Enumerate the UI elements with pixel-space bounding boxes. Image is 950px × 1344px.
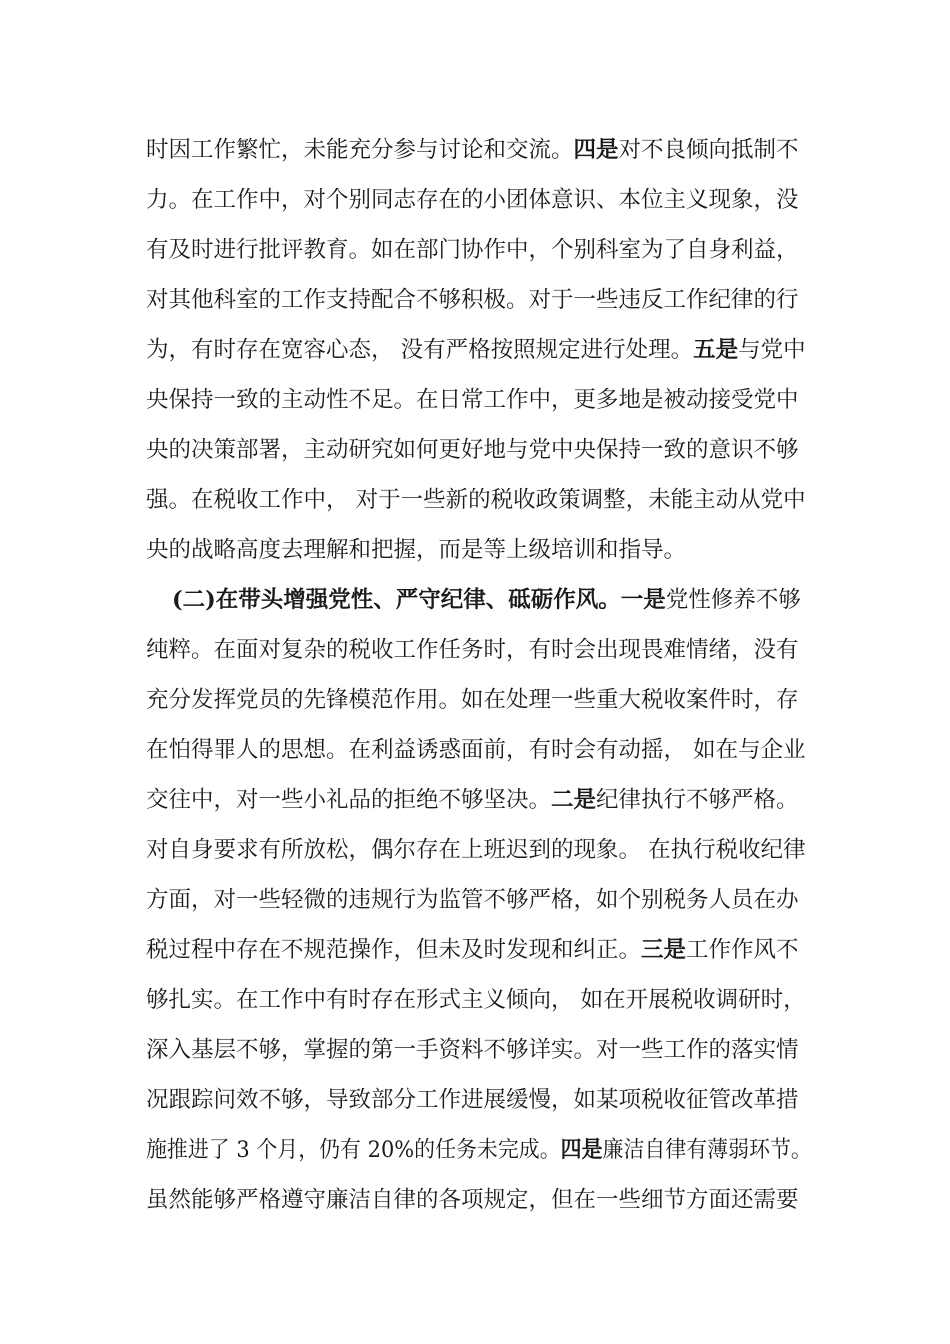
bold-keyword: 四是	[573, 137, 619, 163]
text-run: 虽然能够严格遵守廉洁自律的各项规定，但在一些细节方面还需要	[146, 1187, 799, 1213]
text-line-19	[146, 1025, 799, 1075]
text-line-15	[146, 825, 806, 875]
bold-keyword: 三是	[641, 937, 687, 963]
text-run: 充分发挥党员的先锋模范作用。如在处理一些重大税收案件时，存	[146, 687, 799, 713]
text-run: 对不良倾向抵制不	[618, 137, 799, 163]
text-run: 央的决策部署，主动研究如何更好地与党中央保持一致的意识不够	[146, 437, 799, 463]
text-line-8	[146, 475, 806, 525]
text-run: 有及时进行批评教育。如在部门协作中，个别科室为了自身利益，	[146, 237, 799, 263]
text-line-5	[146, 325, 806, 375]
text-run: 在怕得罪人的思想。在利益诱惑面前，有时会有动摇， 如在与企业	[146, 737, 806, 763]
text-line-3	[146, 225, 799, 275]
text-run: 为，有时存在宽容心态， 没有严格按照规定进行处理。	[146, 337, 694, 363]
text-line-1	[146, 125, 799, 175]
text-run: 深入基层不够，掌握的第一手资料不够详实。对一些工作的落实情	[146, 1037, 799, 1063]
text-line-9	[146, 525, 686, 575]
text-line-21	[146, 1125, 812, 1175]
bold-keyword: 二是	[551, 787, 597, 813]
text-run: 方面，对一些轻微的违规行为监管不够严格，如个别税务人员在办	[146, 887, 799, 913]
text-run: 交往中，对一些小礼品的拒绝不够坚决。	[146, 787, 552, 813]
text-run: 税过程中存在不规范操作，但未及时发现和纠正。	[146, 937, 642, 963]
text-line-16	[146, 875, 799, 925]
text-line-4	[146, 275, 799, 325]
text-run: 党性修养不够	[665, 587, 801, 613]
bold-keyword: 四是	[560, 1137, 603, 1163]
text-line-12	[146, 675, 799, 725]
text-line-14	[146, 775, 799, 825]
text-run: 央的战略高度去理解和把握，而是等上级培训和指导。	[146, 537, 687, 563]
text-line-7	[146, 425, 799, 475]
text-run: 够扎实。在工作中有时存在形式主义倾向， 如在开展税收调研时，	[146, 987, 806, 1013]
text-run: 纯粹。在面对复杂的税收工作任务时，有时会出现畏难情绪，没有	[146, 637, 799, 663]
bold-keyword: 一是	[620, 587, 666, 613]
text-run: 廉洁自律有薄弱环节。	[602, 1137, 812, 1163]
text-line-11	[146, 625, 799, 675]
text-run: 纪律执行不够严格。	[596, 787, 799, 813]
text-line-18	[146, 975, 806, 1025]
bold-keyword: 五是	[693, 337, 739, 363]
text-run: 施推进了 3 个月，仍有 20%的任务未完成。	[146, 1137, 561, 1163]
text-line-17	[146, 925, 799, 975]
text-line-6	[146, 375, 799, 425]
section-heading: (二)在带头增强党性、严守纪律、砥砺作风。	[172, 587, 621, 613]
text-line-22	[146, 1175, 799, 1225]
text-run: 对其他科室的工作支持配合不够积极。对于一些违反工作纪律的行	[146, 287, 799, 313]
section-heading-line	[172, 575, 801, 625]
text-line-20	[146, 1075, 799, 1125]
text-run: 力。在工作中，对个别同志存在的小团体意识、本位主义现象，没	[146, 187, 799, 213]
text-line-13	[146, 725, 806, 775]
text-run: 央保持一致的主动性不足。在日常工作中，更多地是被动接受党中	[146, 387, 799, 413]
text-run: 强。在税收工作中， 对于一些新的税收政策调整，未能主动从党中	[146, 487, 806, 513]
text-run: 对自身要求有所放松，偶尔存在上班迟到的现象。 在执行税收纪律	[146, 837, 806, 863]
text-run: 时因工作繁忙，未能充分参与讨论和交流。	[146, 137, 574, 163]
text-run: 与党中	[738, 337, 806, 363]
text-line-2	[146, 175, 799, 225]
text-run: 况跟踪问效不够，导致部分工作进展缓慢，如某项税收征管改革措	[146, 1087, 799, 1113]
text-run: 工作作风不	[686, 937, 799, 963]
